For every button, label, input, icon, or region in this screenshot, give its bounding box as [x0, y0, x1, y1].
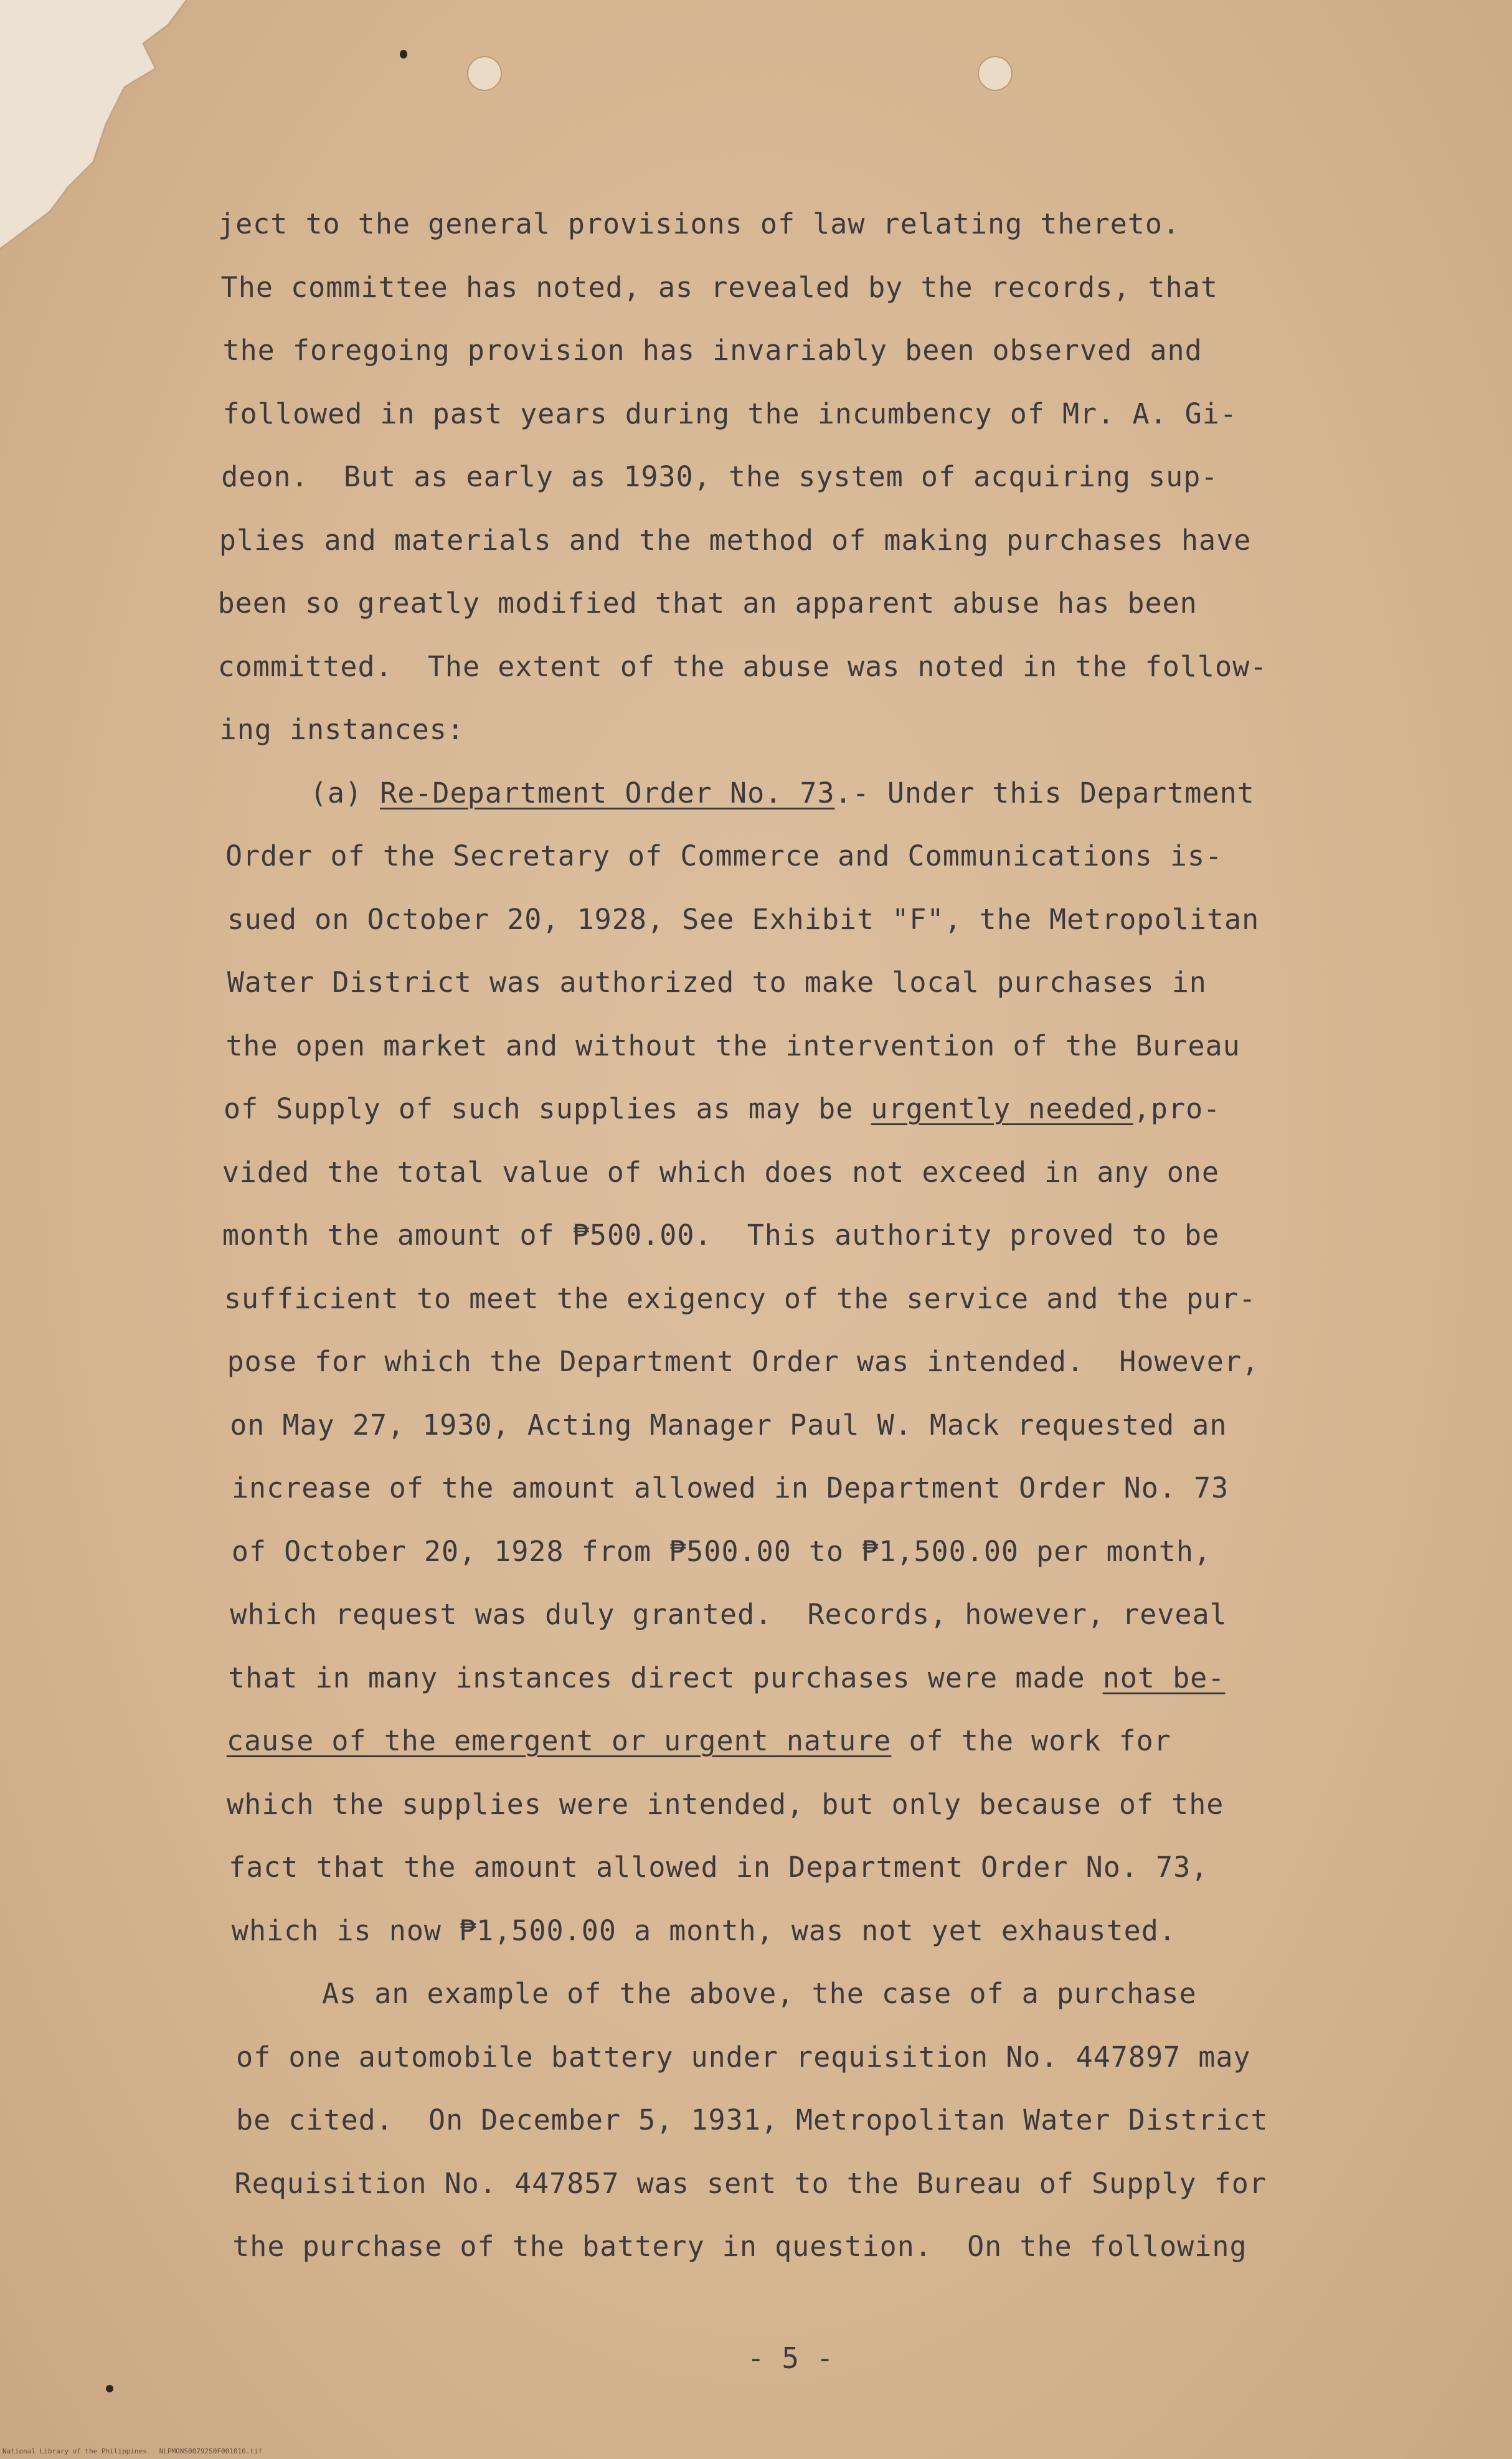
text-segment: increase of the amount allowed in Department Order No. 73	[231, 1471, 1229, 1504]
text-line	[225, 1027, 1240, 1065]
text-line	[222, 1154, 1219, 1191]
text-segment: of October 20, 1928 from ₱500.00 to ₱1,500.00 per month,	[231, 1534, 1212, 1568]
text-line	[225, 838, 1222, 875]
underlined-phrase: urgently needed	[871, 1092, 1133, 1125]
text-segment: on May 27, 1930, Acting Manager Paul W. Mack requested an	[230, 1408, 1227, 1442]
text-segment: ,pro-	[1133, 1092, 1221, 1125]
text-line	[220, 711, 465, 748]
text-line	[222, 1217, 1219, 1254]
text-line	[218, 585, 1198, 622]
text-line	[236, 2039, 1250, 2076]
ink-speck	[106, 2385, 113, 2392]
text-segment: followed in past years during the incumbency of Mr. A. Gi-	[222, 397, 1237, 430]
text-line	[236, 2102, 1268, 2139]
text-segment: deon. But as early as 1930, the system of acquiring sup-	[221, 460, 1219, 493]
text-segment: the open market and without the intervention of the Bureau	[225, 1029, 1240, 1062]
punch-hole-left	[467, 56, 502, 91]
text-line	[221, 458, 1218, 496]
text-line	[232, 1470, 1229, 1507]
text-line	[222, 775, 1254, 812]
text-line	[218, 205, 1180, 243]
text-segment: been so greatly modified that an apparent abuse has been	[217, 587, 1198, 620]
text-segment: ject to the general provisions of law relating thereto.	[218, 207, 1181, 240]
text-segment: As an example of the above, the case of a purchase	[234, 1977, 1197, 2010]
text-segment: sufficient to meet the exigency of the service and the pur-	[224, 1281, 1257, 1315]
text-line	[235, 2165, 1267, 2202]
text-segment: which is now ₱1,500.00 a month, was not yet exhausted.	[231, 1914, 1176, 1947]
text-segment: .- Under this Department	[834, 776, 1255, 809]
text-segment: of the work for	[891, 1724, 1171, 1757]
text-segment: pose for which the Department Order was intended. However,	[227, 1345, 1260, 1378]
text-segment: of one automobile battery under requisition No. 447897 may	[236, 2040, 1251, 2074]
text-segment: sued on October 20, 1928, See Exhibit "F", the Metropolitan	[227, 902, 1260, 936]
text-segment: that in many instances direct purchases were made	[228, 1661, 1103, 1694]
text-line	[232, 1533, 1211, 1570]
text-segment: (a)	[222, 776, 380, 809]
text-line	[219, 522, 1251, 559]
text-line	[218, 648, 1268, 686]
text-segment: month the amount of ₱500.00. This authority proved to be	[222, 1219, 1220, 1252]
text-segment: be cited. On December 5, 1931, Metropolitan Water District	[236, 2103, 1269, 2136]
text-line	[232, 1912, 1176, 1950]
text-segment: which the supplies were intended, but only because of the	[227, 1787, 1224, 1821]
text-segment: ing instances:	[219, 713, 465, 746]
text-segment: Order of the Secretary of Commerce and Communications is-	[225, 839, 1223, 872]
text-segment: The committee has noted, as revealed by the records, that	[220, 270, 1218, 304]
text-segment: committed. The extent of the abuse was noted in the follow-	[217, 649, 1268, 683]
text-line	[232, 2228, 1247, 2265]
underlined-phrase: Re-Department Order No. 73	[380, 776, 835, 809]
text-segment: Water District was authorized to make local purchases in	[227, 966, 1207, 999]
text-segment: vided the total value of which does not exceed in any one	[222, 1155, 1219, 1189]
text-line	[227, 901, 1259, 938]
underlined-phrase: cause of the emergent or urgent nature	[226, 1724, 892, 1757]
ink-speck	[400, 50, 407, 59]
punch-hole-right	[978, 56, 1013, 91]
text-segment: the purchase of the battery in question. On the following	[232, 2230, 1247, 2263]
text-segment: of Supply of such supplies as may be	[224, 1092, 871, 1125]
text-line	[228, 1659, 1225, 1697]
text-line	[227, 1343, 1259, 1381]
page-number: - 5 -	[747, 2341, 834, 2375]
text-line	[223, 332, 1203, 369]
text-segment: plies and materials and the method of making purchases have	[219, 523, 1252, 557]
text-segment: Requisition No. 447857 was sent to the Bureau of Supply for	[234, 2166, 1267, 2200]
text-line	[227, 1722, 1171, 1760]
footer-credit: National Library of the Philippines NLPMONS00792S0F001010.tif	[2, 2447, 263, 2455]
text-segment: fact that the amount allowed in Department Order No. 73,	[229, 1851, 1209, 1884]
text-line	[224, 1090, 1221, 1128]
underlined-phrase: not be-	[1102, 1661, 1226, 1694]
text-line	[223, 395, 1237, 433]
text-line	[229, 1849, 1208, 1886]
text-line	[227, 964, 1207, 1001]
text-line	[234, 1975, 1196, 2013]
text-line	[224, 1280, 1256, 1318]
text-segment: the foregoing provision has invariably been observed and	[222, 334, 1203, 367]
text-line	[230, 1596, 1227, 1633]
text-segment: which request was duly granted. Records, however, reveal	[230, 1598, 1227, 1631]
text-line	[221, 269, 1218, 306]
text-line	[230, 1407, 1227, 1444]
text-line	[227, 1786, 1224, 1823]
